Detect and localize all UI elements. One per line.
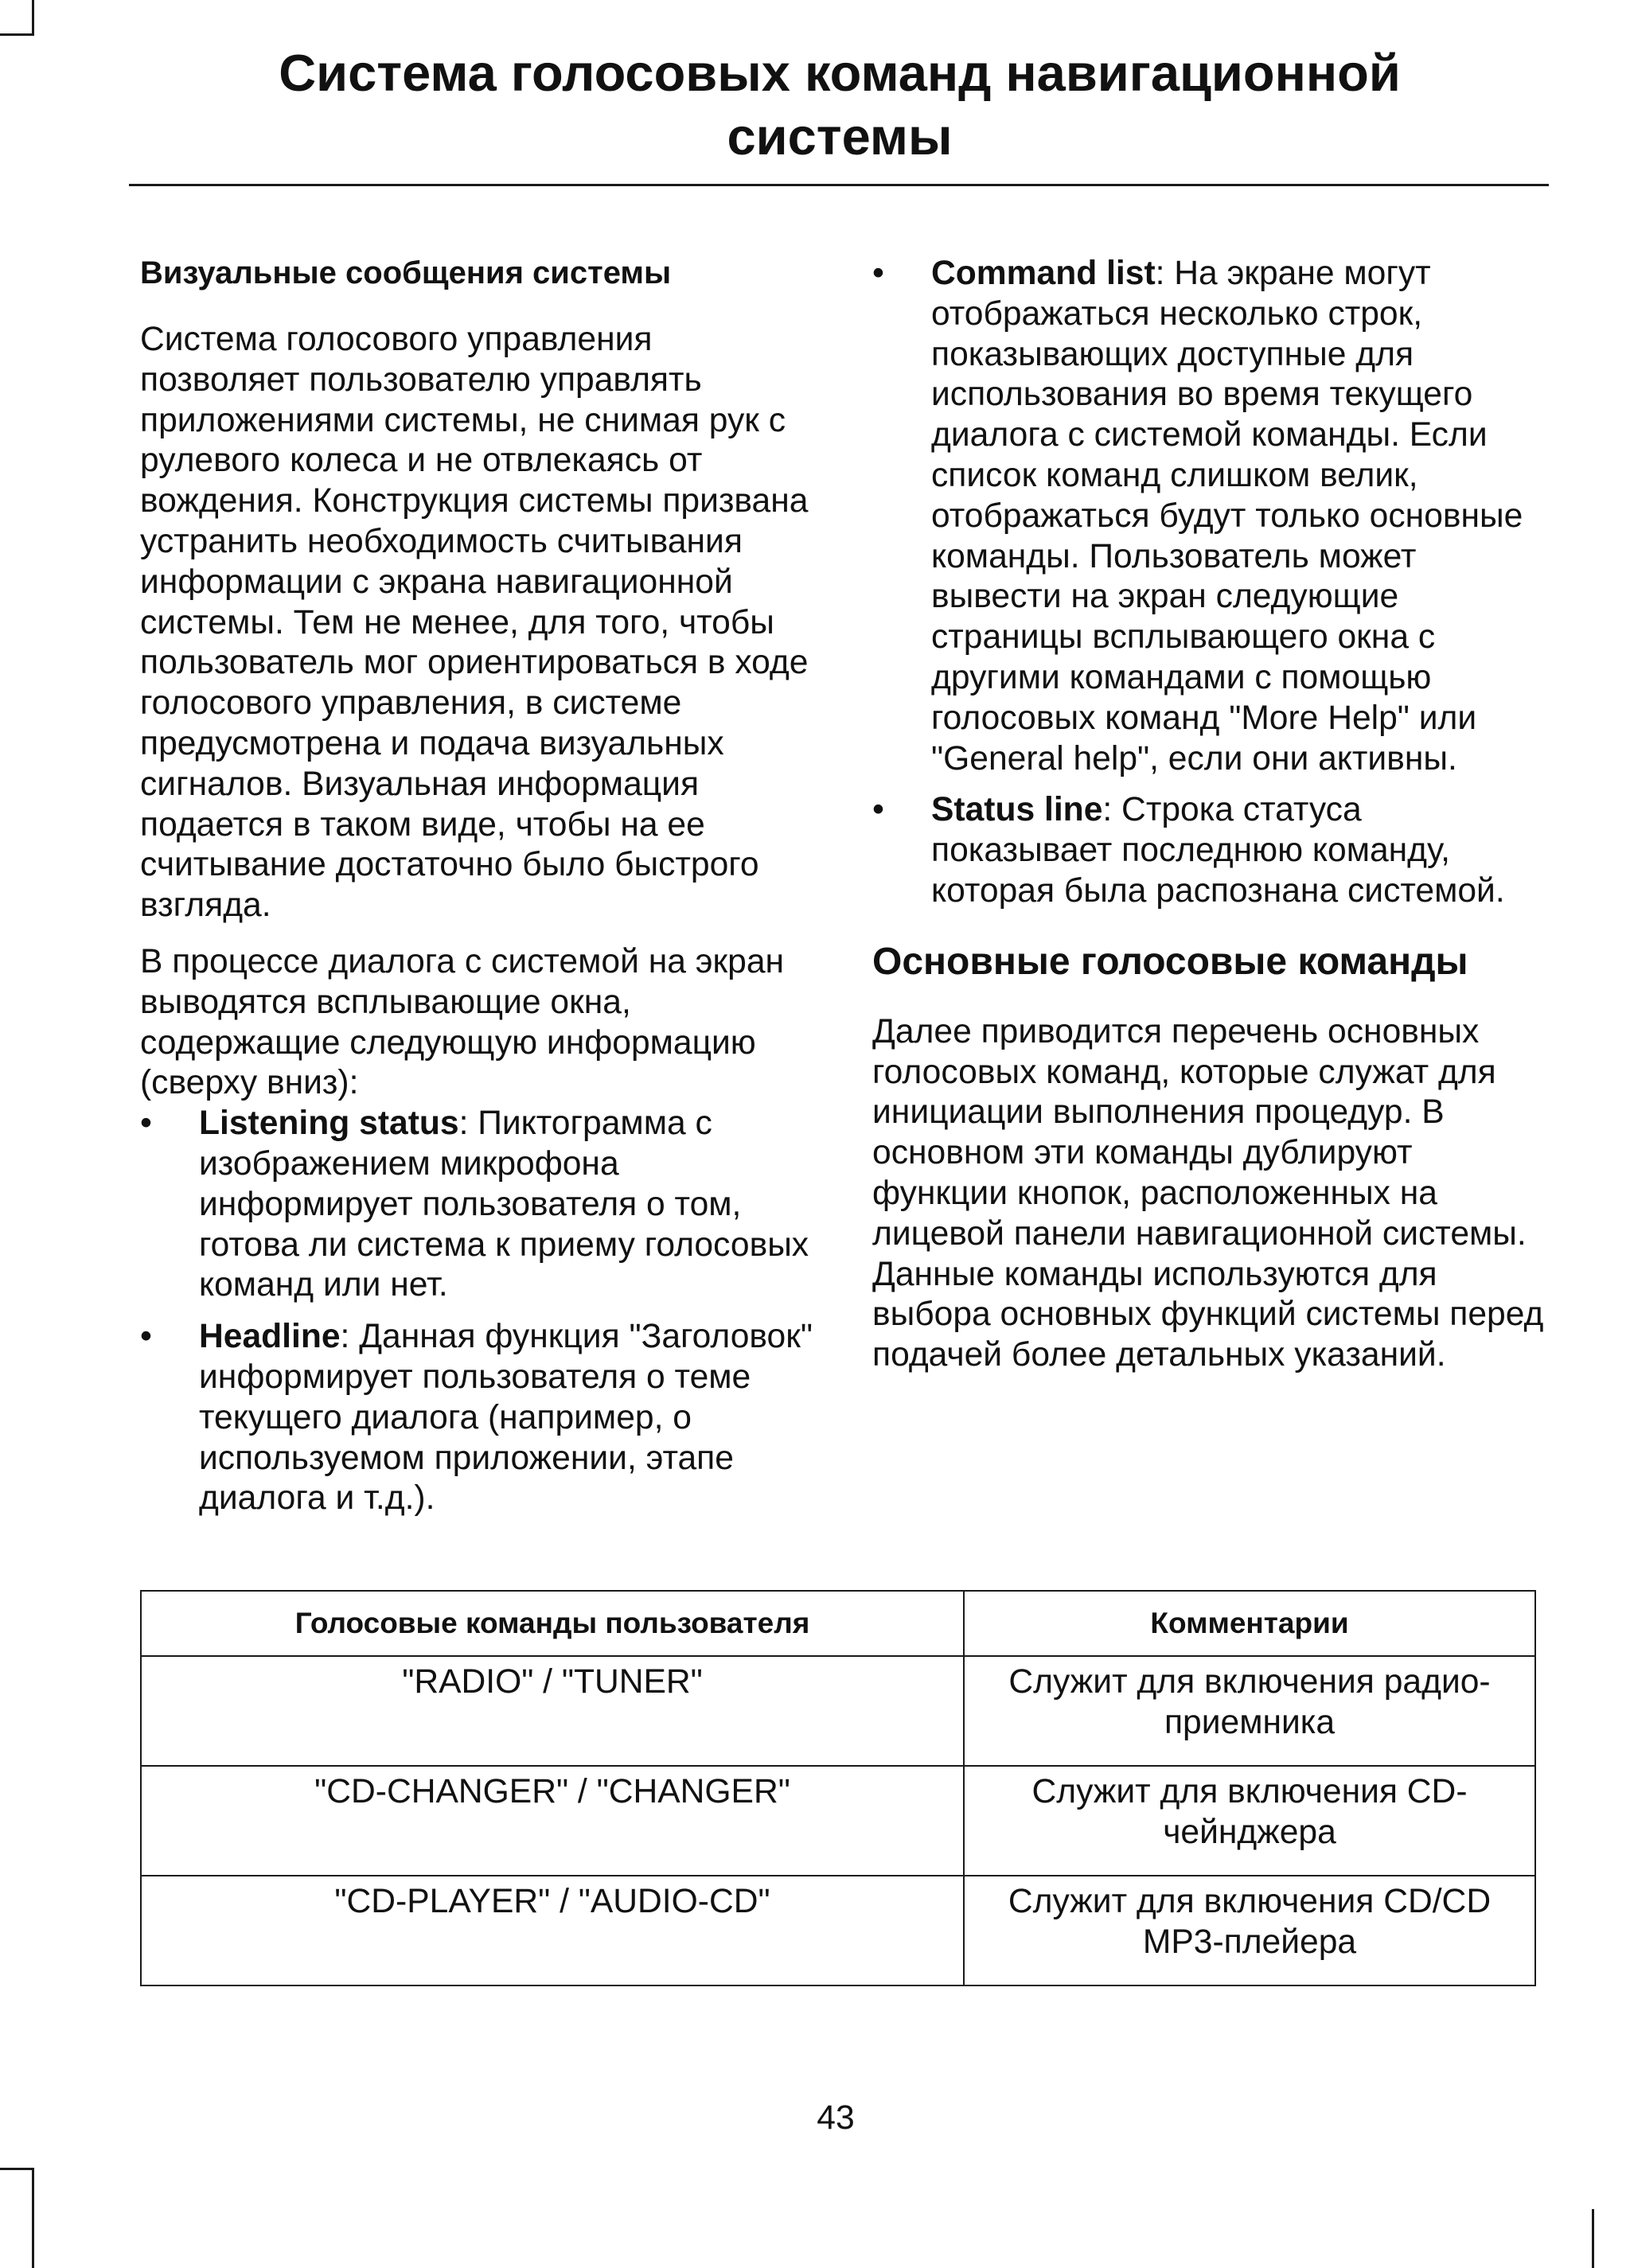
crop-mark-top-left-vertical xyxy=(32,0,34,36)
crop-mark-top-left-horizontal xyxy=(0,33,32,36)
visual-messages-subheading: Визуальные сообщения системы xyxy=(140,255,672,290)
basic-commands-paragraph: Далее приводится перечень основных голосовых команд, которые служат для инициации выполнения процедур. В основном эти команды дублируют функции кнопок, расположенных на лицевой панели навигационной системы. Данные команды используются для выбора основных функций системы перед подачей более детальных указаний. xyxy=(872,1011,1544,1374)
title-rule xyxy=(129,184,1549,186)
bullet-text: : Данная функция "Заголовок" информирует пользователя о теме текущего диалога (например, о используемом приложении, этапе диалога и т.д.). xyxy=(199,1317,813,1518)
page-title-line-2: системы xyxy=(727,107,953,166)
bullet-text: : На экране могут отображаться несколько строк, показывающих доступные для использования во время текущего диалога с системой команды. Если список команд слишком велик, отображаться будут только основные команды. Пользователь может вывести на экран следующие страницы всплывающего окна с другими командами с помощью голосовых команд "More Help" или "General help", если они активны. xyxy=(931,254,1523,777)
page-title xyxy=(127,41,1552,169)
bullet-marker: • xyxy=(140,1317,152,1356)
popup-info-paragraph: В процессе диалога с системой на экран выводятся всплывающие окна, содержащие следующую информацию (сверху вниз): xyxy=(140,941,785,1102)
basic-commands-heading: Основные голосовые команды xyxy=(872,940,1468,983)
list-item-listening-status xyxy=(140,1103,817,1305)
bullet-marker: • xyxy=(140,1104,152,1143)
table-header-row xyxy=(141,1591,1535,1656)
comment-cell: Служит для включения CD/CD MP3-плейера xyxy=(964,1876,1535,1985)
popup-info-list xyxy=(140,1103,817,1518)
column-header-voice-commands: Голосовые команды пользователя xyxy=(141,1591,964,1656)
bullet-term: Status line xyxy=(931,790,1103,829)
page-number: 43 xyxy=(817,2098,855,2137)
list-item-status-line xyxy=(872,789,1549,910)
comment-cell: Служит для включения радио-приемника xyxy=(964,1656,1535,1766)
list-item-headline xyxy=(140,1316,817,1518)
bullet-term: Command list xyxy=(931,254,1156,292)
bullet-marker: • xyxy=(872,254,884,292)
crop-mark-bottom-right-vertical xyxy=(1592,2209,1594,2268)
voice-commands-table xyxy=(140,1590,1536,1986)
command-cell: "CD-CHANGER" / "CHANGER" xyxy=(141,1766,964,1876)
table-row xyxy=(141,1876,1535,1985)
popup-info-list-continued xyxy=(872,253,1549,911)
left-column xyxy=(140,253,817,1518)
visual-messages-paragraph: Система голосового управления позволяет пользователю управлять приложениями системы, не снимая рук с рулевого колеса и не отвлекаясь от вождения. Конструкция системы призвана устранить необходимость считывания информации с экрана навигационной системы. Тем не менее, для того, чтобы пользователь мог ориентироваться в ходе голосового управления, в системе предусмотрена и подача визуальных сигналов. Визуальная информация подается в таком виде, чтобы на ее считывание достаточно было быстрого взгляда. xyxy=(140,320,809,925)
bullet-text: : Строка статуса показывает последнюю команду, которая была распознана системой. xyxy=(931,790,1505,910)
right-column xyxy=(872,253,1549,1375)
bullet-term: Headline xyxy=(199,1317,341,1356)
bullet-marker: • xyxy=(872,790,884,829)
command-cell: "RADIO" / "TUNER" xyxy=(141,1656,964,1766)
column-header-comments: Комментарии xyxy=(964,1591,1535,1656)
list-item-command-list xyxy=(872,253,1549,778)
bullet-term: Listening status xyxy=(199,1104,459,1143)
bullet-text: : Пиктограмма с изображением микрофона информирует пользователя о том, готова ли система к приему голосовых команд или нет. xyxy=(199,1104,809,1304)
comment-cell: Служит для включения CD-чейнджера xyxy=(964,1766,1535,1876)
command-cell: "CD-PLAYER" / "AUDIO-CD" xyxy=(141,1876,964,1985)
crop-mark-bottom-left-vertical xyxy=(32,2168,34,2268)
table-row xyxy=(141,1656,1535,1766)
table-row xyxy=(141,1766,1535,1876)
page-title-line-1: Система голосовых команд навигационной xyxy=(279,44,1401,102)
crop-mark-bottom-left-horizontal xyxy=(0,2168,32,2170)
